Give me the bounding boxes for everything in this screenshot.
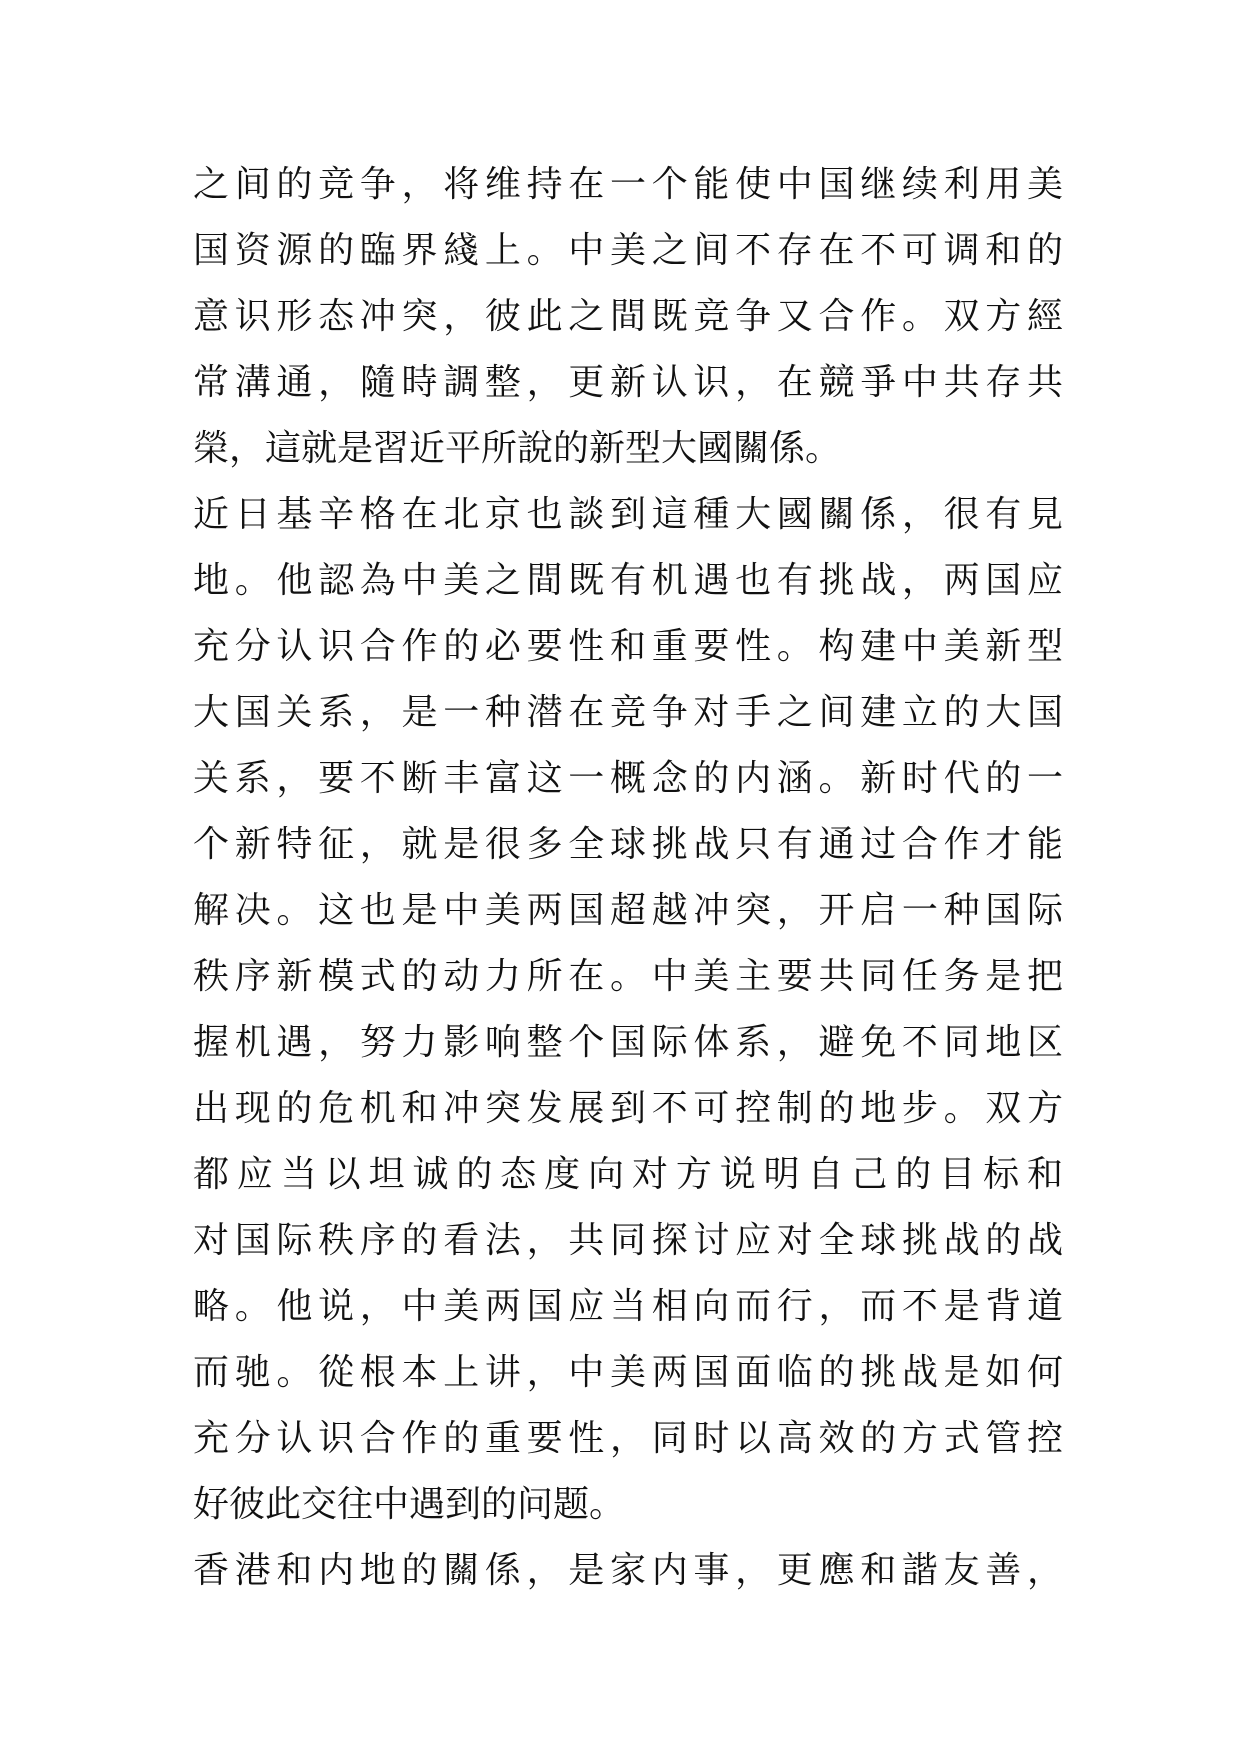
text-line: 出现的危机和冲突发展到不可控制的地步。双方 [193,1088,1063,1129]
text-line: 常溝通，隨時調整，更新认识，在競爭中共存共 [193,362,1063,403]
text-line: 关系，要不断丰富这一概念的内涵。新时代的一 [193,758,1063,799]
text-line-paragraph-end: 好彼此交往中遇到的问题。 [193,1484,626,1525]
text-line: 意识形态冲突，彼此之間既竞争又合作。双方經 [193,296,1063,337]
text-line: 而驰。從根本上讲，中美两国面临的挑战是如何 [193,1352,1063,1393]
text-line: 对国际秩序的看法，共同探讨应对全球挑战的战 [193,1220,1063,1261]
text-line-paragraph-end: 榮，這就是習近平所說的新型大國關係。 [193,428,842,469]
text-line: 都应当以坦诚的态度向对方说明自己的目标和 [193,1154,1063,1195]
text-line: 握机遇，努力影响整个国际体系，避免不同地区 [193,1022,1063,1063]
text-line: 近日基辛格在北京也談到這種大國關係，很有見 [193,494,1063,535]
text-line: 略。他说，中美两国应当相向而行，而不是背道 [193,1286,1063,1327]
text-line: 秩序新模式的动力所在。中美主要共同任务是把 [193,956,1063,997]
text-line: 个新特征，就是很多全球挑战只有通过合作才能 [193,824,1063,865]
text-line: 解决。这也是中美两国超越冲突，开启一种国际 [193,890,1063,931]
text-line: 之间的竞争，将维持在一个能使中国继续利用美 [193,164,1063,205]
body-text [193,152,1063,1604]
text-line: 国资源的臨界綫上。中美之间不存在不可调和的 [193,230,1063,271]
text-line: 充分认识合作的重要性，同时以高效的方式管控 [193,1418,1063,1459]
text-line: 充分认识合作的必要性和重要性。构建中美新型 [193,626,1063,667]
text-line: 大国关系，是一种潜在竞争对手之间建立的大国 [193,692,1063,733]
text-line: 香港和内地的關係，是家内事，更應和諧友善， [193,1550,1063,1591]
text-line: 地。他認為中美之間既有机遇也有挑战，两国应 [193,560,1063,601]
